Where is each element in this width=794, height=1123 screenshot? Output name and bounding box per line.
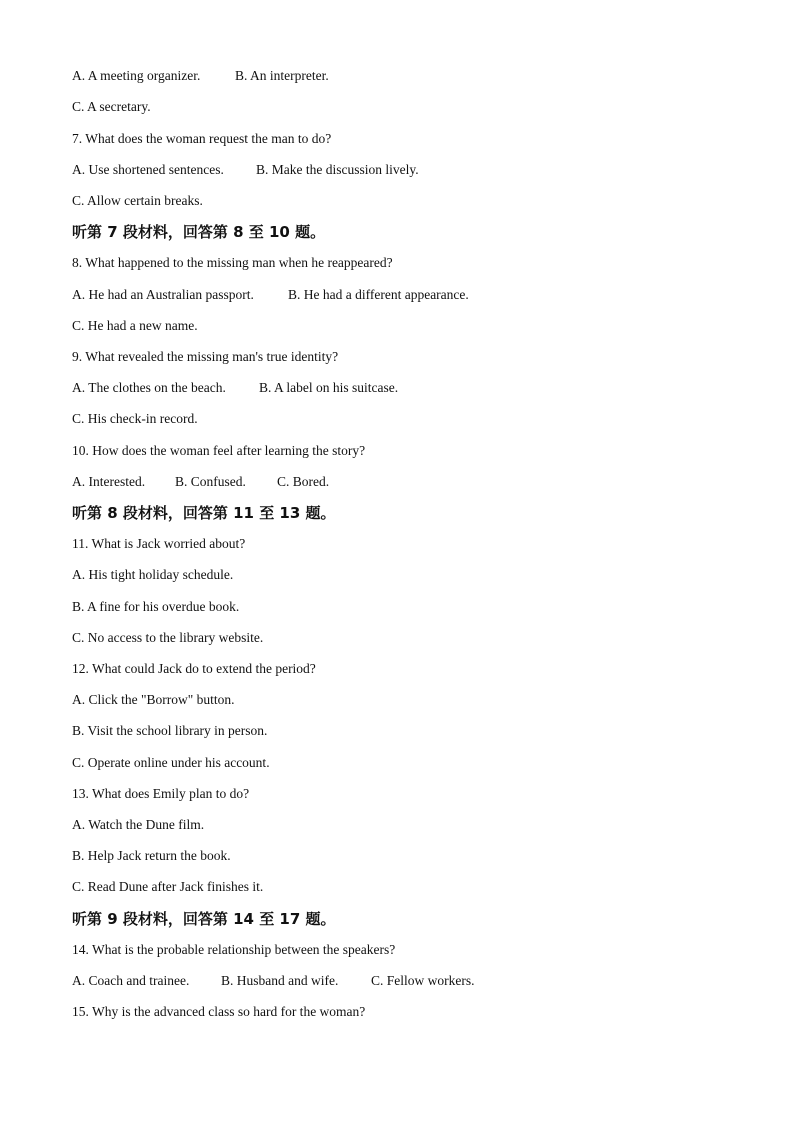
option-13a: A. Watch the Dune film. <box>72 817 205 832</box>
option-6c: C. A secretary. <box>72 99 151 114</box>
question-7-options-ab <box>72 160 419 180</box>
question-12: 12. What could Jack do to extend the period? <box>72 661 316 676</box>
option-8b: B. He had a different appearance. <box>288 287 469 302</box>
option-12b: B. Visit the school library in person. <box>72 723 268 738</box>
question-10-options <box>72 472 330 492</box>
question-11: 11. What is Jack worried about? <box>72 536 246 551</box>
option-12a: A. Click the "Borrow" button. <box>72 692 235 707</box>
question-10: 10. How does the woman feel after learning the story? <box>72 443 366 458</box>
question-9-options-ab <box>72 378 399 398</box>
option-10c: C. Bored. <box>277 474 330 489</box>
question-8-options-ab <box>72 285 469 305</box>
question-14-options <box>72 971 475 991</box>
question-8: 8. What happened to the missing man when he reappeared? <box>72 255 393 270</box>
option-14a: A. Coach and trainee. <box>72 973 190 988</box>
option-11b: B. A fine for his overdue book. <box>72 599 240 614</box>
option-9a: A. The clothes on the beach. <box>72 380 226 395</box>
option-8c: C. He had a new name. <box>72 318 198 333</box>
option-14c: C. Fellow workers. <box>371 973 475 988</box>
option-11a: A. His tight holiday schedule. <box>72 567 234 582</box>
option-14b: B. Husband and wife. <box>221 973 339 988</box>
section-heading-9: 听第 9 段材料，回答第 14 至 17 题。 <box>72 910 336 928</box>
option-6a: A. A meeting organizer. <box>72 68 201 83</box>
option-7a: A. Use shortened sentences. <box>72 162 224 177</box>
option-10b: B. Confused. <box>175 474 246 489</box>
question-15: 15. Why is the advanced class so hard for the woman? <box>72 1004 366 1019</box>
option-10a: A. Interested. <box>72 474 146 489</box>
option-9c: C. His check-in record. <box>72 411 198 426</box>
option-7b: B. Make the discussion lively. <box>256 162 419 177</box>
option-11c: C. No access to the library website. <box>72 630 264 645</box>
section-heading-7: 听第 7 段材料，回答第 8 至 10 题。 <box>72 223 326 241</box>
question-6-options-ab <box>72 66 329 86</box>
option-9b: B. A label on his suitcase. <box>259 380 399 395</box>
option-13b: B. Help Jack return the book. <box>72 848 231 863</box>
section-heading-8: 听第 8 段材料，回答第 11 至 13 题。 <box>72 504 336 522</box>
option-8a: A. He had an Australian passport. <box>72 287 254 302</box>
question-13: 13. What does Emily plan to do? <box>72 786 250 801</box>
question-9: 9. What revealed the missing man's true identity? <box>72 349 339 364</box>
option-12c: C. Operate online under his account. <box>72 755 270 770</box>
option-6b: B. An interpreter. <box>235 68 329 83</box>
option-7c: C. Allow certain breaks. <box>72 193 203 208</box>
question-7: 7. What does the woman request the man to do? <box>72 131 332 146</box>
option-13c: C. Read Dune after Jack finishes it. <box>72 879 264 894</box>
question-14: 14. What is the probable relationship between the speakers? <box>72 942 396 957</box>
